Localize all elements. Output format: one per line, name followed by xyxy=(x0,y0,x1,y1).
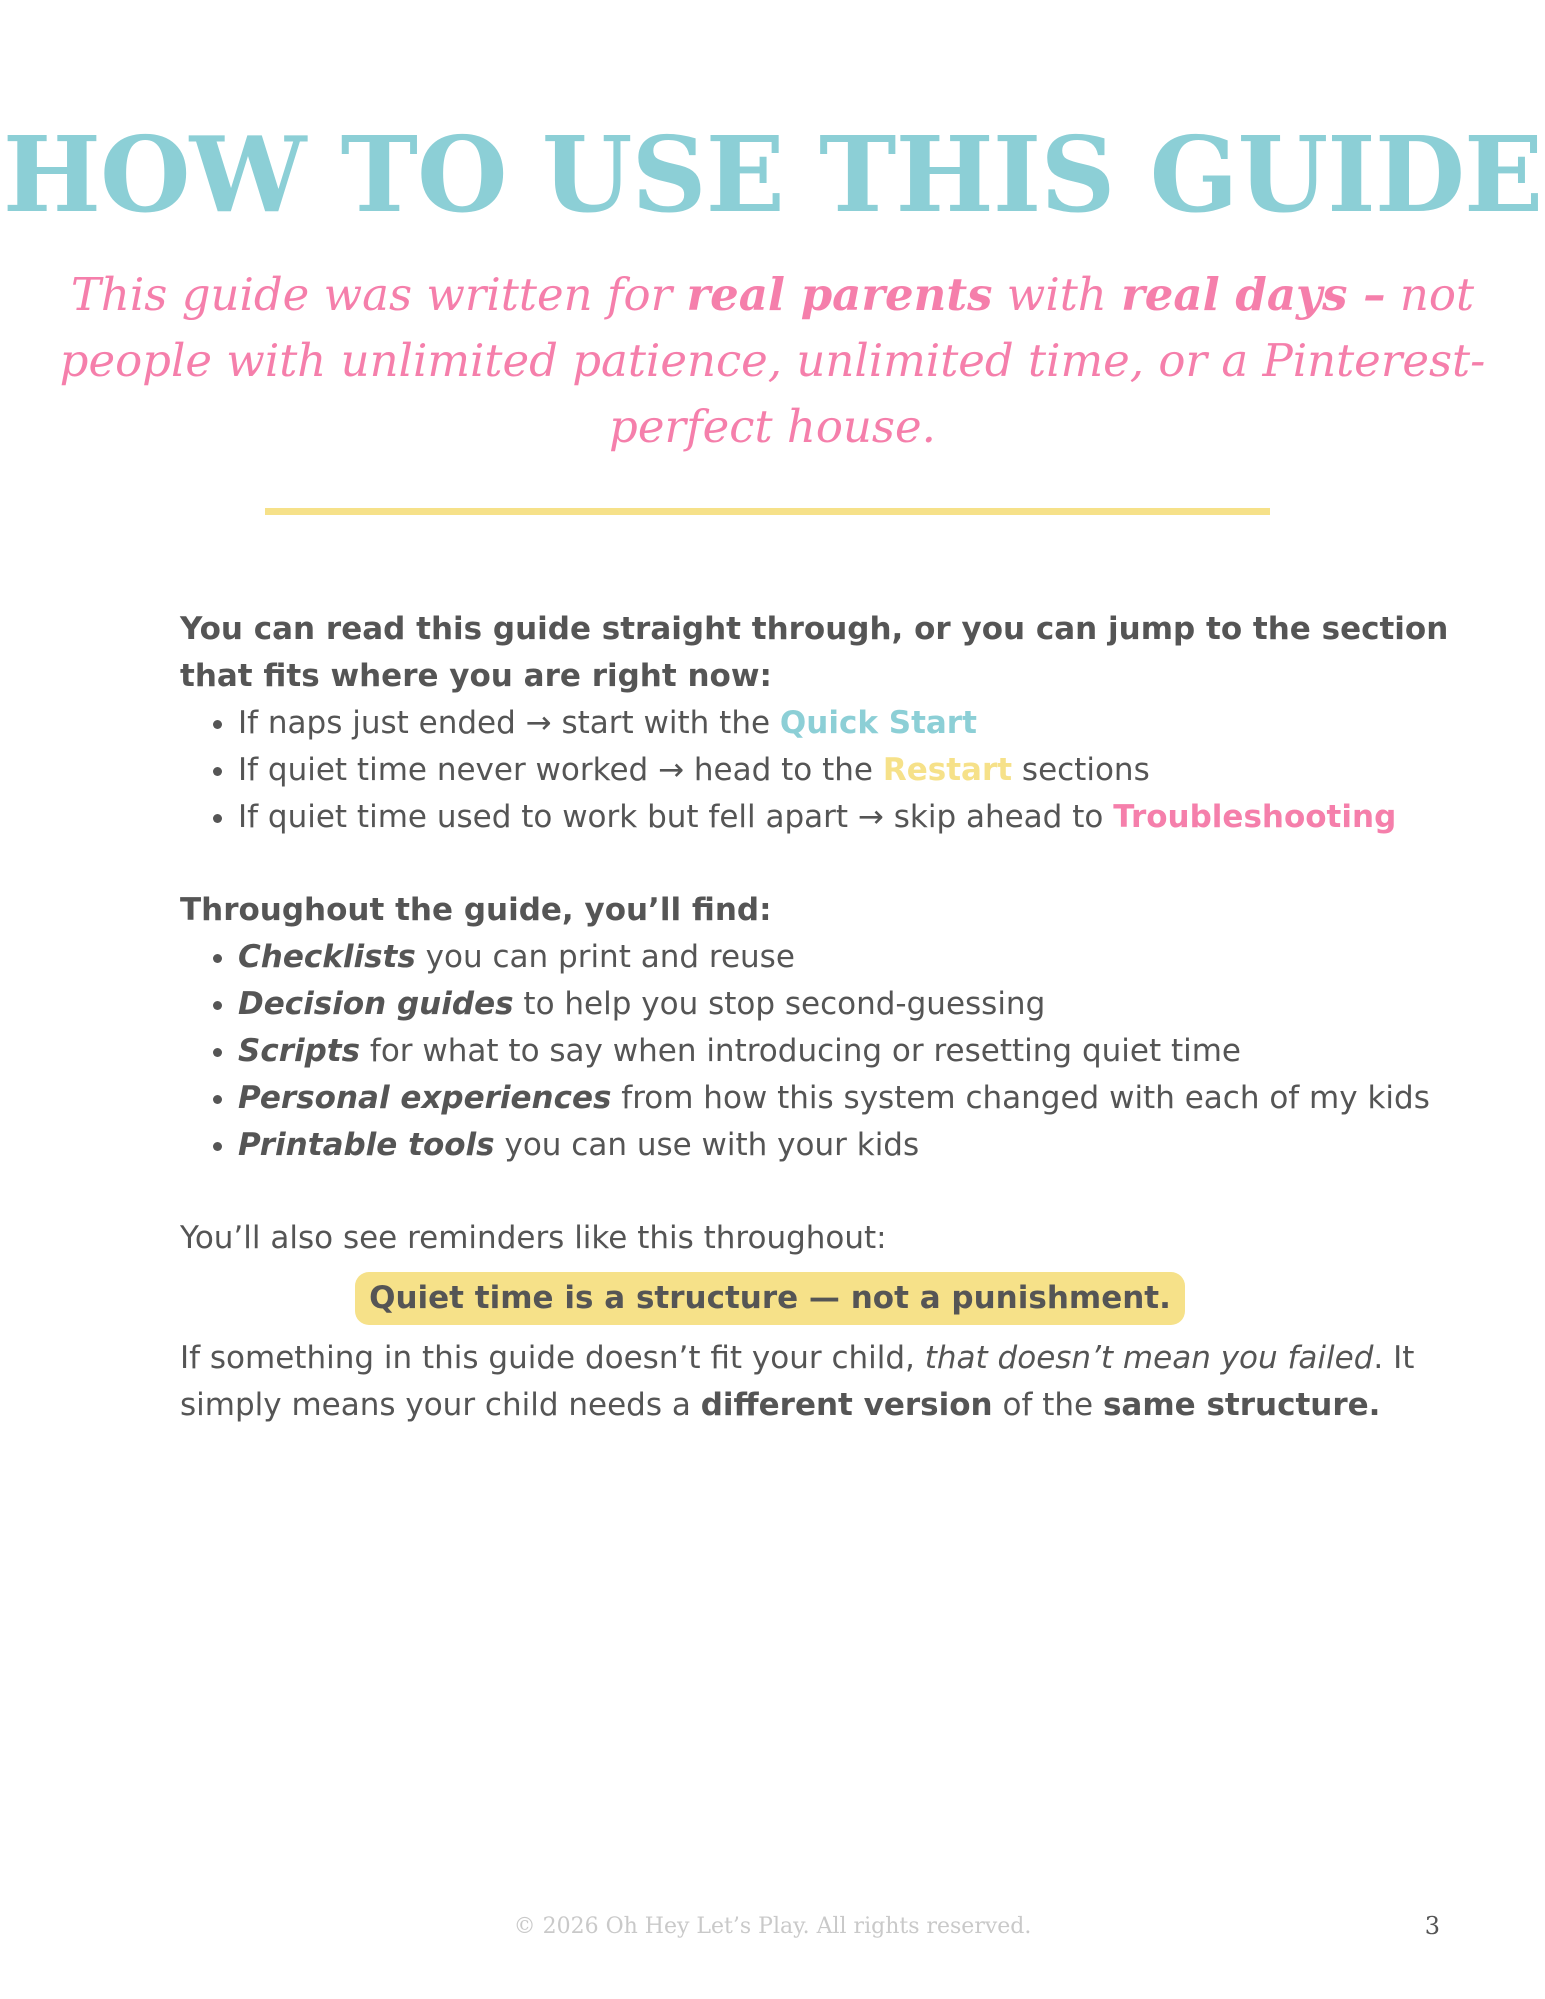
footer-copyright: © 2026 Oh Hey Let’s Play. All rights reserved. xyxy=(513,1914,1032,1939)
subtitle-emphasis-real-days: real days – xyxy=(1121,268,1386,321)
reminder-wrapper xyxy=(180,1272,1360,1325)
subtitle-part-2: with xyxy=(992,268,1122,321)
list-item-after: sections xyxy=(1012,752,1150,788)
reminder-intro: You’ll also see reminders like this throughout: xyxy=(180,1220,887,1256)
subtitle-part-1: This guide was written for xyxy=(70,268,687,321)
feature-desc: to help you stop second-guessing xyxy=(513,986,1046,1022)
intro-lead: You can read this guide straight through, or you can jump to the section that fits where you are right now: xyxy=(180,611,1449,694)
find-lead: Throughout the guide, you’ll find: xyxy=(180,892,772,928)
list-item-text: If quiet time never worked → head to the xyxy=(238,752,883,788)
reminder-callout: Quiet time is a structure — not a punishment. xyxy=(355,1272,1185,1325)
subtitle xyxy=(55,262,1490,460)
closing-part-1: If something in this guide doesn’t fit your child, xyxy=(180,1340,925,1376)
closing-part-3: of the xyxy=(992,1387,1103,1423)
feature-desc: you can use with your kids xyxy=(494,1127,920,1163)
spacer xyxy=(180,1169,1480,1215)
feature-term: Checklists xyxy=(238,939,416,975)
list-item xyxy=(238,934,1480,981)
page-number: 3 xyxy=(1424,1912,1440,1940)
list-item xyxy=(238,794,1480,841)
subtitle-emphasis-real-parents: real parents xyxy=(686,268,993,321)
section-divider xyxy=(265,508,1270,515)
feature-term: Printable tools xyxy=(238,1127,495,1163)
closing-bold-1: different version xyxy=(700,1387,993,1423)
features-list xyxy=(180,934,1480,1169)
feature-term: Decision guides xyxy=(238,986,514,1022)
list-item xyxy=(238,700,1480,747)
troubleshooting-link[interactable]: Troubleshooting xyxy=(1113,799,1397,835)
feature-desc: from how this system changed with each of my kids xyxy=(611,1080,1430,1116)
feature-term: Scripts xyxy=(238,1033,361,1069)
list-item xyxy=(238,1028,1480,1075)
closing-italic: that doesn’t mean you failed xyxy=(924,1340,1374,1376)
subtitle-part-3: not people with unlimited patience, unlimited time, or a Pinterest-perfect house. xyxy=(59,268,1486,453)
feature-term: Personal experiences xyxy=(238,1080,612,1116)
list-item-text: If quiet time used to work but fell apart → skip ahead to xyxy=(238,799,1114,835)
section-jump-list xyxy=(180,700,1480,841)
feature-desc: for what to say when introducing or resetting quiet time xyxy=(360,1033,1242,1069)
list-item xyxy=(238,1075,1480,1122)
list-item-text: If naps just ended → start with the xyxy=(238,705,780,741)
restart-link[interactable]: Restart xyxy=(882,752,1013,788)
feature-desc: you can print and reuse xyxy=(415,939,795,975)
closing-part-2: . It simply means your child needs a xyxy=(180,1340,1415,1423)
spacer xyxy=(180,841,1480,887)
list-item xyxy=(238,747,1480,794)
list-item xyxy=(238,981,1480,1028)
closing-paragraph xyxy=(180,1335,1480,1429)
quick-start-link[interactable]: Quick Start xyxy=(779,705,977,741)
page-title: HOW TO USE THIS GUIDE xyxy=(2,113,1543,236)
main-content xyxy=(180,606,1480,1429)
list-item xyxy=(238,1122,1480,1169)
closing-bold-2: same structure. xyxy=(1102,1387,1381,1423)
